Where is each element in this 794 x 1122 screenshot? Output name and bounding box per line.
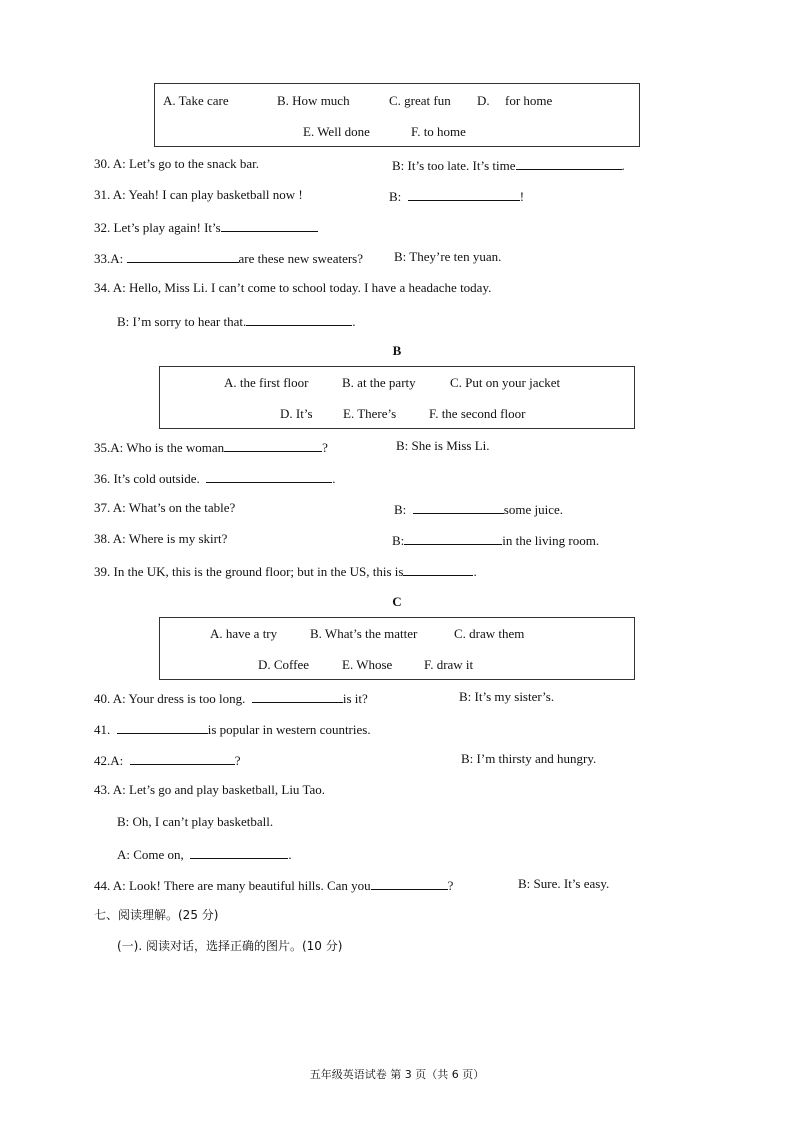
answer-35: B: She is Miss Li. <box>396 438 490 453</box>
question-40: 40. A: Your dress is too long. is it? <box>94 691 368 706</box>
question-42: 42.A: ? <box>94 753 241 768</box>
question-35: 35.A: Who is the woman ? <box>94 440 328 455</box>
question-34: 34. A: Hello, Miss Li. I can’t come to school today. I have a headache today. <box>94 280 492 295</box>
answer-blank[interactable] <box>206 469 332 483</box>
option-d-letter: D. <box>477 93 490 108</box>
option-b: B. at the party <box>342 375 416 390</box>
question-38: 38. A: Where is my skirt? <box>94 531 228 546</box>
answer-43-b: B: Oh, I can’t play basketball. <box>117 814 274 829</box>
option-f: F. draw it <box>424 657 474 672</box>
option-a: A. Take care <box>163 93 229 108</box>
question-31: 31. A: Yeah! I can play basketball now ! <box>94 187 303 202</box>
options-box-b <box>159 366 635 429</box>
question-36: 36. It’s cold outside. . <box>94 471 336 486</box>
answer-blank[interactable] <box>408 187 520 201</box>
option-d-text: for home <box>505 93 553 108</box>
option-b: B. What’s the matter <box>310 626 418 641</box>
option-e: E. There’s <box>343 406 397 421</box>
answer-blank[interactable] <box>404 531 502 545</box>
question-41: 41. is popular in western countries. <box>94 722 371 737</box>
option-f: F. to home <box>411 124 466 139</box>
part7-sub1: (一). 阅读对话，选择正确的图片。(10 分) <box>117 939 343 953</box>
answer-blank[interactable] <box>246 312 352 326</box>
option-e: E. Well done <box>303 124 370 139</box>
answer-44: B: Sure. It’s easy. <box>518 876 610 891</box>
answer-blank[interactable] <box>371 876 448 890</box>
answer-40: B: It’s my sister’s. <box>459 689 555 704</box>
option-d: D. Coffee <box>258 657 310 672</box>
question-32: 32. Let’s play again! It’s <box>94 218 318 236</box>
answer-blank[interactable] <box>516 156 622 170</box>
answer-blank[interactable] <box>413 500 504 514</box>
answer-blank[interactable] <box>127 249 239 263</box>
answer-31: B: ! <box>389 189 525 204</box>
question-30: 30. A: Let’s go to the snack bar. <box>94 156 260 171</box>
section-b-heading: B <box>392 343 402 358</box>
option-f: F. the second floor <box>429 406 526 421</box>
answer-blank[interactable] <box>224 438 322 452</box>
section-c-heading: C <box>392 594 402 609</box>
option-a: A. have a try <box>210 626 278 641</box>
option-c: C. great fun <box>389 93 451 108</box>
answer-blank[interactable] <box>190 845 288 859</box>
answer-34: B: I’m sorry to hear that. . <box>117 314 356 329</box>
option-a: A. the first floor <box>224 375 309 390</box>
answer-43-c: A: Come on, . <box>117 847 292 862</box>
answer-30: B: It’s too late. It’s time . <box>392 158 625 173</box>
option-c: C. Put on your jacket <box>450 375 561 390</box>
answer-33: B: They’re ten yuan. <box>394 249 502 264</box>
option-d: D. It’s <box>280 406 313 421</box>
option-b: B. How much <box>277 93 350 108</box>
answer-blank[interactable] <box>221 218 318 232</box>
answer-blank[interactable] <box>252 689 343 703</box>
options-box-c <box>159 617 635 680</box>
answer-blank[interactable] <box>117 720 208 734</box>
answer-blank[interactable] <box>403 562 473 576</box>
options-box-a <box>154 83 640 147</box>
answer-37: B: some juice. <box>394 502 564 517</box>
option-e: E. Whose <box>342 657 393 672</box>
question-33: 33.A: are these new sweaters? <box>94 251 364 266</box>
answer-38: B: in the living room. <box>392 533 600 548</box>
answer-blank[interactable] <box>130 751 235 765</box>
question-44: 44. A: Look! There are many beautiful hills. Can you ? <box>94 878 454 893</box>
question-37: 37. A: What’s on the table? <box>94 500 236 515</box>
question-43: 43. A: Let’s go and play basketball, Liu Tao. <box>94 782 326 797</box>
answer-42: B: I’m thirsty and hungry. <box>461 751 597 766</box>
option-c: C. draw them <box>454 626 525 641</box>
page-footer: 五年级英语试卷 第 3 页（共 6 页） <box>309 1068 485 1081</box>
part7-title: 七、阅读理解。(25 分) <box>94 908 219 922</box>
question-39: 39. In the UK, this is the ground floor; but in the US, this is . <box>94 564 477 579</box>
